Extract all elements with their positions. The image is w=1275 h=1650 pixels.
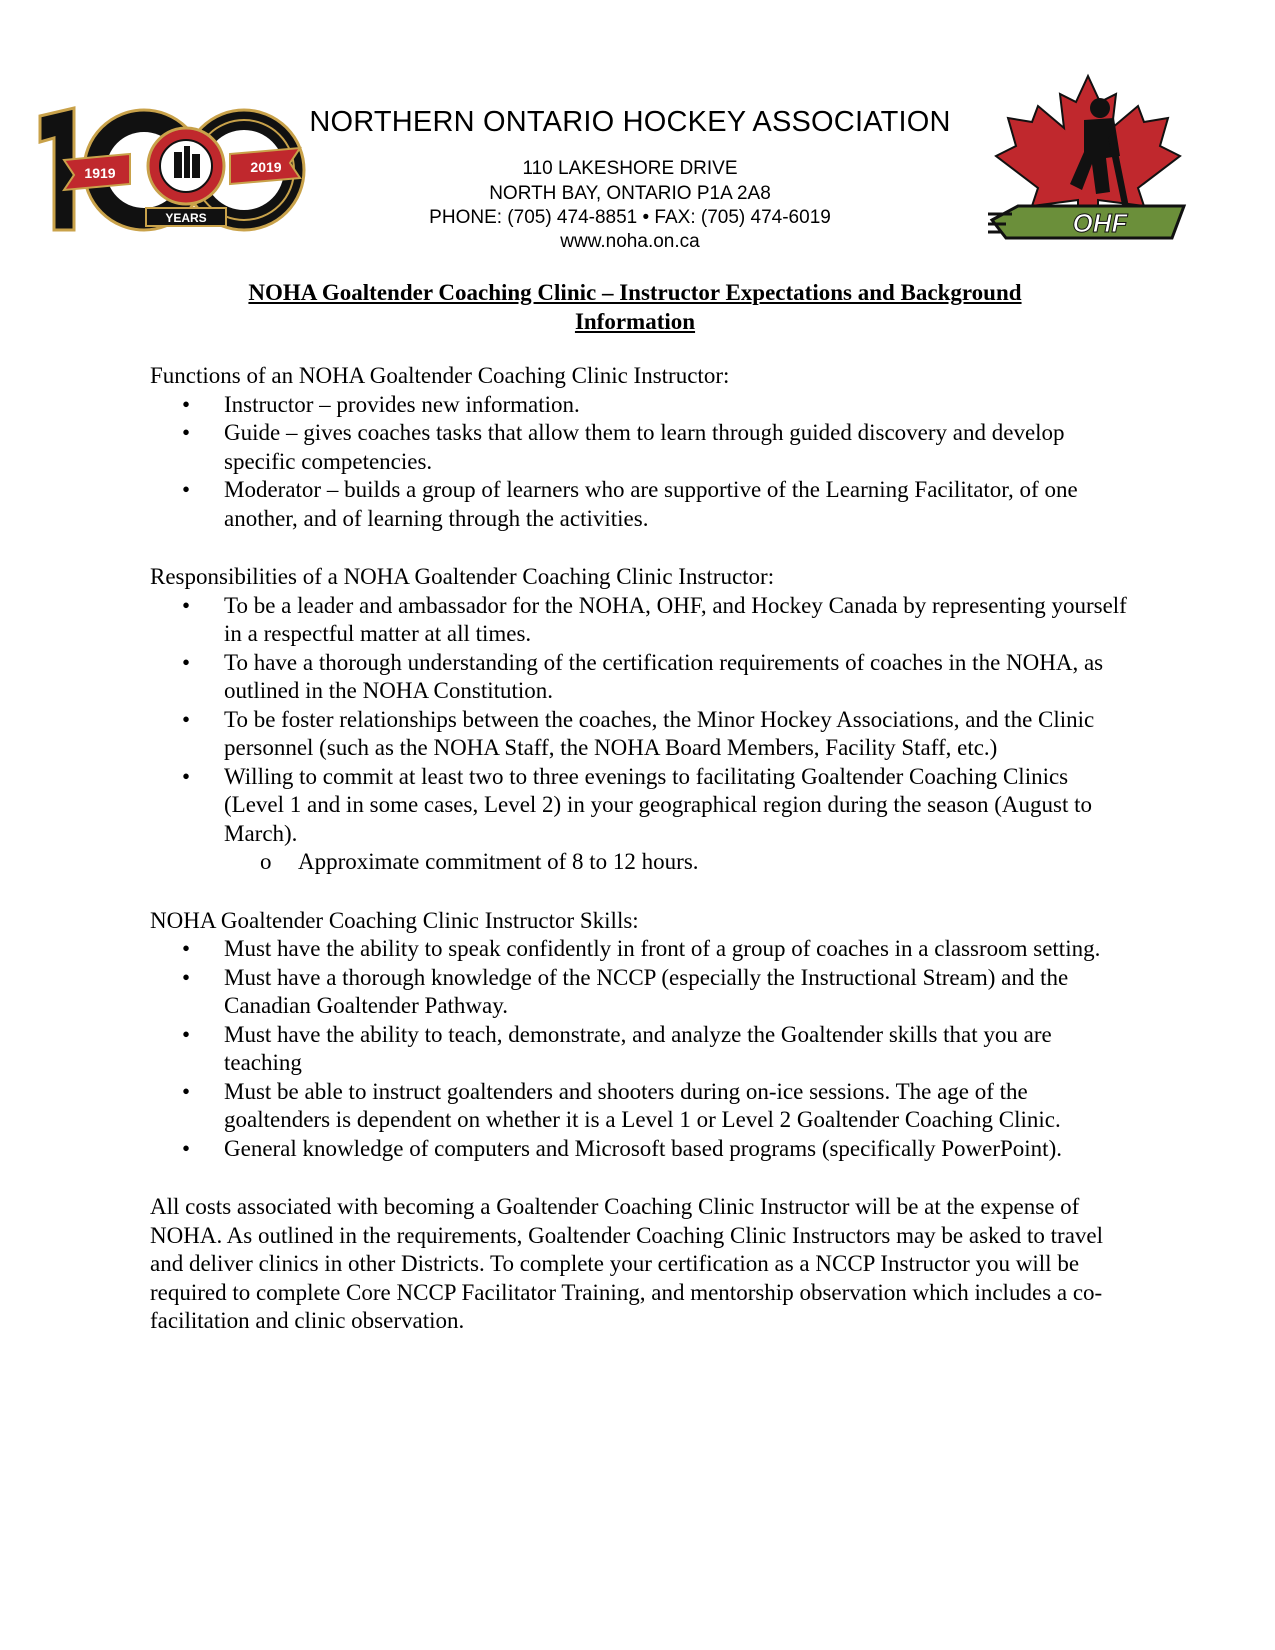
bullet-icon: • [182,936,191,961]
document-title: NOHA Goaltender Coaching Clinic – Instructor Expectations and Background Information [248,280,1022,334]
bullet-icon: • [182,763,191,789]
sub-list-item-text: Approximate commitment of 8 to 12 hours. [298,849,699,874]
list-item [150,935,1130,964]
bullet-icon: • [182,649,191,675]
bullet-icon: • [182,477,191,502]
bullet-list [150,391,1130,534]
list-item [150,391,1130,420]
list-item [150,1021,1130,1078]
skills-section [150,907,1130,1164]
logo-year-end: 2019 [250,159,282,175]
list-item [150,419,1130,476]
ohf-logo-text: OHF [1072,208,1128,238]
list-item-text: Willing to commit at least two to three evenings to facilitating Goaltender Coaching Clinics (Level 1 and in some cases, Level 2) in your geographical region during the season (August to March). [224,763,1093,846]
list-item [150,763,1130,849]
functions-section [150,362,1130,533]
document-body [150,362,1130,1336]
list-item-text: Guide – gives coaches tasks that allow them to learn through guided discovery and develop specific competencies. [224,420,1065,474]
ohf-maple-leaf-logo [988,72,1188,252]
list-item-text: Must be able to instruct goaltenders and shooters during on-ice sessions. The age of the goaltenders is dependent on whether it is a Level 1 or Level 2 Goaltender Coaching Clinic. [224,1078,1061,1132]
bullet-list [150,935,1130,1163]
noha-100-years-logo [34,104,320,240]
bullet-icon: • [182,964,191,990]
phone-fax: PHONE: (705) 474-8851 • FAX: (705) 474-6019 [429,207,831,228]
letterhead [0,0,1275,270]
list-item-text: To be a leader and ambassador for the NOHA, OHF, and Hockey Canada by representing yourself in a respectful matter at all times. [224,592,1127,646]
list-item-text: To have a thorough understanding of the certification requirements of coaches in the NOHA, as outlined in the NOHA Constitution. [224,649,1104,703]
org-name: NORTHERN ONTARIO HOCKEY ASSOCIATION [309,106,951,138]
section-heading: Functions of an NOHA Goaltender Coaching Clinic Instructor: [150,363,730,388]
section-heading: NOHA Goaltender Coaching Clinic Instructor Skills: [150,907,639,933]
address-line-2: NORTH BAY, ONTARIO P1A 2A8 [489,183,771,204]
list-item-text: Moderator – builds a group of learners who are supportive of the Learning Facilitator, of one another, and of learning through the activities. [224,477,1078,531]
list-item-text: Must have a thorough knowledge of the NCCP (especially the Instructional Stream) and the Canadian Goaltender Pathway. [224,964,1069,1018]
responsibilities-section [150,563,1130,877]
bullet-icon: • [182,706,191,732]
logo-years-label: YEARS [165,211,207,225]
list-item [150,592,1130,649]
sub-list-item [150,848,1130,877]
list-item-text: Instructor – provides new information. [224,391,580,417]
website: www.noha.on.ca [560,231,700,252]
logo-year-start: 1919 [84,165,116,181]
bullet-icon: • [182,1021,191,1047]
bullet-icon: • [182,1135,191,1161]
bullet-icon: • [182,1078,191,1104]
closing-paragraph: All costs associated with becoming a Goaltender Coaching Clinic Instructor will be at the expense of NOHA. As outlined in the requirements, Goaltender Coaching Clinic Instructors may be asked to travel and deliver clinics in other Districts. To complete your certification as a NCCP Instructor you will be required to complete Core NCCP Facilitator Training, and mentorship observation which includes a co-facilitation and clinic observation. [150,1194,1103,1333]
sub-bullet-icon: o [260,849,272,874]
section-heading: Responsibilities of a NOHA Goaltender Coaching Clinic Instructor: [150,564,775,589]
list-item-text: To be foster relationships between the coaches, the Minor Hockey Associations, and the Clinic personnel (such as the NOHA Staff, the NOHA Board Members, Facility Staff, etc.) [224,706,1095,760]
list-item-text: Must have the ability to teach, demonstrate, and analyze the Goaltender skills that you are teaching [224,1021,1052,1075]
sub-bullet-list [150,848,1130,877]
address-line-1: 110 LAKESHORE DRIVE [522,158,738,179]
list-item [150,1135,1130,1164]
bullet-icon: • [182,592,191,618]
list-item [150,476,1130,533]
list-item-text: General knowledge of computers and Microsoft based programs (specifically PowerPoint). [224,1135,1062,1161]
list-item [150,964,1130,1021]
list-item-text: Must have the ability to speak confidently in front of a group of coaches in a classroom setting. [224,936,1101,961]
list-item [150,706,1130,763]
list-item [150,1078,1130,1135]
bullet-icon: • [182,391,191,417]
list-item [150,649,1130,706]
bullet-icon: • [182,420,191,445]
bullet-list [150,592,1130,849]
